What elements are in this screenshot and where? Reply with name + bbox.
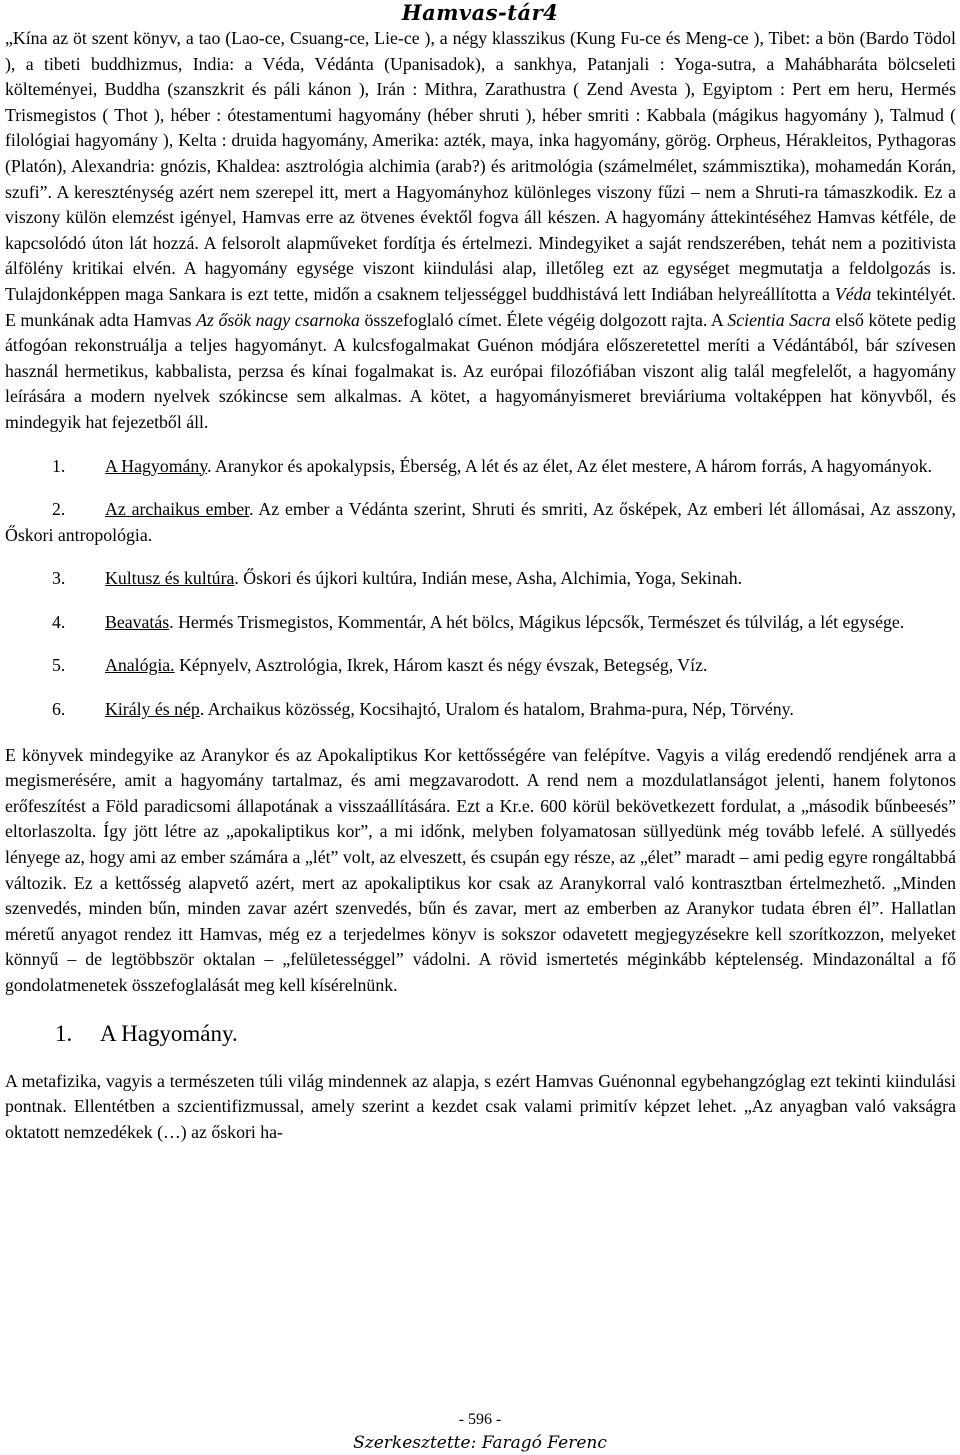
list-text: . Hermés Trismegistos, Kommentár, A hét bölcs, Mágikus lépcsők, Természet és túlvilág, a lét egysége.: [169, 611, 905, 632]
list-number: 5.: [52, 655, 66, 676]
text-run: első kötete pedig átfogóan rekonstruálja a teljes hagyományt. A kulcsfogalmakat Guénon módjára előszeretettel meríti a Védántából, bár szívesen használ hermetikus, kabbalista, perzsa és kínai fogalmakat is. Az európai filozófiában viszont alig talál megfelelőt, a hagyomány leírására a modern nyelvek szókincse sem alkalmas. A kötet, a hagyományismeret breviáriuma voltaképpen hat könyvből, és mindegyik hat fejezetből áll.: [5, 309, 956, 432]
list-text: Képnyelv, Asztrológia, Ikrek, Három kaszt és négy évszak, Betegség, Víz.: [174, 655, 708, 676]
list-text: . Archaikus közösség, Kocsihajtó, Uralom és hatalom, Brahma-pura, Nép, Törvény.: [199, 699, 794, 720]
list-title: A Hagyomány: [105, 455, 208, 476]
text-run: „Kína az öt szent könyv, a tao (Lao-ce, Csuang-ce, Lie-ce ), a négy klasszikus (Kung Fu-ce és Meng-ce ), Tibet: a bön (Bardo Tödol ), a tibeti buddhizmus, India: a Véda, Védánta (Upanisadok), a sankhya, Patanjali : Yoga-sutra, a Mahábharáta bölcseleti költeményei, Buddha (szanszkrit és páli kánon ), Irán : Mithra, Zarathustra ( Zend Avesta ), Egyiptom : Pert em heru, Hermés Trismegistos ( Thot ), héber : ótestamentumi hagyomány (héber shruti ), héber smriti : Kabbala (mágikus hagyomány ), Talmud ( filológiai hagyomány ), Kelta : druida hagyomány, Amerika: azték, maya, inka hagyomány, görög. Orpheus, Hérakleitos, Pythagoras (Platón), Alexandria: gnózis, Khaldea: asztrológia alchimia (arab?) és aritmológia (számelmélet, számmisztika), mohamedán Korán, szufi”. A kereszténység azért nem szerepel itt, mert a Hagyományhoz különleges viszony fűzi – nem a Shruti-ra támaszkodik. Ez a viszony külön elemzést igényel, Hamvas erre az ötvenes évektől fogva áll készen. A hagyomány áttekintéséhez Hamvas kétféle, de kapcsolódó úton lát hozzá. A felsorolt alapműveket fordítja és értelmezi. Mindegyiket a saját rendszerében, tehát nem a pozitivista álfölény kritikai elvén. A hagyomány egysége viszont kiindulási alap, illetőleg ezt az egységet megmutatja a feldolgozás is. Tulajdonképpen maga Sankara is ezt tette, midőn a csaknem teljességgel buddhistává lett Indiában helyreállította a: [5, 28, 956, 304]
list-number: 6.: [52, 699, 66, 720]
section-number: 1.: [55, 1020, 73, 1046]
list-number: 1.: [52, 455, 66, 476]
section-heading: [5, 1019, 956, 1049]
body-paragraph: A metafizika, vagyis a természeten túli világ mindennek az alapja, s ezért Hamvas Guénonnal egybehangzóglag ezt tekinti kiindulási pontnak. Ellentétben a szcientifizmussal, amely szerint a kezdet csak valami primitív képzet lehet. „Az anyagban való vakságra oktatott nemzedékek (…) az őskori ha-: [5, 1070, 956, 1142]
list-text: . Aranykor és apokalypsis, Éberség, A lét és az élet, Az élet mestere, A három forrás, A hagyományok.: [207, 455, 932, 476]
page-number: - 596 -: [458, 1411, 502, 1428]
running-header: Hamvas-tár4: [401, 0, 559, 25]
intro-paragraph: [5, 26, 956, 436]
list-item: [5, 454, 956, 480]
list-text: . Őskori és újkori kultúra, Indián mese, Asha, Alchimia, Yoga, Sekinah.: [234, 568, 743, 589]
italic-title-osok: Az ősök nagy csarnoka: [196, 309, 360, 330]
list-item: [5, 610, 956, 636]
text-run: összefoglaló címet. Élete végéig dolgozott rajta. A: [359, 309, 728, 330]
list-item: [5, 653, 956, 679]
list-item: [5, 497, 956, 548]
list-number: 2.: [52, 499, 66, 520]
list-title: Kultusz és kultúra: [105, 568, 235, 589]
list-item: [5, 697, 956, 723]
italic-scientia-sacra: Scientia Sacra: [727, 309, 831, 330]
list-item: [5, 566, 956, 592]
list-title: Beavatás: [105, 611, 170, 632]
list-number: 3.: [52, 568, 66, 589]
document-body: [5, 26, 956, 1145]
body-paragraph: E könyvek mindegyike az Aranykor és az Apokaliptikus Kor kettősségére van felépítve. Vagyis a világ eredendő rendjének arra a megismerésére, amit a hagyomány tartalmaz, és ami megzavarodott. A rend nem a mozdulatlanságot jelenti, hanem folytonos erőfeszítést a Föld paradicsomi állapotának a visszaállítására. Ezt a Kr.e. 600 körül bekövetkezett fordulat, a „második bűnbeesés” eltorlaszolta. Így jött létre az „apokaliptikus kor”, a mi időnk, melyben folyamatosan süllyedünk még tovább lefelé. A süllyedés lényege az, hogy ami az ember számára a „lét” volt, az elveszett, és csupán egy része, az „élet” maradt – ami pedig egyre rongáltabbá változik. Ez a kettősség alapvető azért, mert az apokaliptikus kor csak az Aranykorral való kontrasztban értelmezhető. „Minden szenvedés, minden bűn, minden zavar azért szenvedés, bűn és zavar, mert az emberben az Aranykor tudata ébren él”. Hallatlan méretű anyagot rendez itt Hamvas, még ez a terjedelmes könyv is sokszor odavetett megjegyzésekre kell szorítkozzon, melyeket könnyű – de legtöbbször oktalan – „felületességgel” vádolni. A rövid ismertetés méginkább képtelenség. Mindazonáltal a fő gondolatmenetek összefoglalását meg kell kísérelnünk.: [5, 744, 956, 995]
section-dot: .: [232, 1020, 238, 1046]
list-title: Király és nép: [105, 699, 200, 720]
list-title: Az archaikus ember: [105, 499, 250, 520]
list-text: . Az ember a Védánta szerint, Shruti és smriti, Az ősképek, Az emberi lét állomásai, Az asszony, Őskori antropológia.: [5, 499, 956, 545]
text-run: tekintélyét. E munkának adta Hamvas: [5, 283, 956, 330]
list-title: Analógia.: [105, 655, 175, 676]
section-title: A Hagyomány: [100, 1020, 233, 1046]
italic-veda: Véda: [834, 283, 872, 304]
running-footer: Szerkesztette: Faragó Ferenc: [353, 1433, 607, 1453]
list-number: 4.: [52, 611, 66, 632]
